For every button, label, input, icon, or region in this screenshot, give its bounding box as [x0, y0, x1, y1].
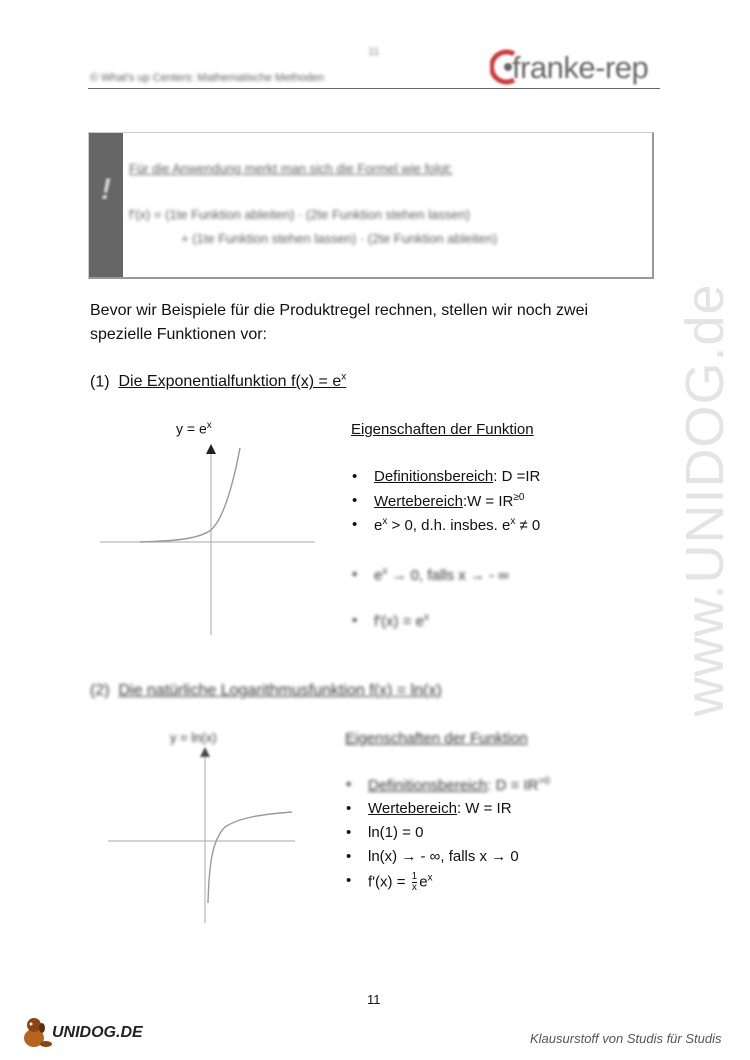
section-2-prop-3: • ln(1) = 0 [346, 824, 424, 841]
section-1-prop-1: • Definitionsbereich: D =IR [352, 468, 541, 485]
section-2-number: (2) [90, 682, 110, 699]
section-2-title: Die natürliche Logarithmusfunktion f(x) = ln(x) [118, 682, 442, 699]
header-divider [88, 88, 660, 89]
section-2-prop-1: • Definitionsbereich: $D = IR^{>0}$ [346, 776, 550, 794]
ln-graph-arrow-icon [200, 747, 210, 757]
intro-line-2: spezielle Funktionen vor: [90, 326, 267, 343]
unidog-logo-text: UNIDOG.DE [52, 1024, 143, 1041]
formula-box [88, 132, 654, 279]
section-2-heading [90, 682, 442, 700]
ln-graph-curve [208, 812, 292, 903]
ln-graph-label: y = ln(x) [170, 730, 217, 745]
section-1-number: (1) [90, 373, 110, 391]
section-1-title: Die Exponentialfunktion $f(x) = e^x$ [118, 372, 347, 391]
section-2-prop-2: • Wertebereich: W = IR [346, 800, 512, 817]
dog-icon [20, 1014, 54, 1050]
exp-graph [100, 440, 320, 640]
section-1-prop-3: • $e^x > 0$, d.h. insbes. $e^x \ne 0$ [352, 516, 541, 534]
formula-box-line-2: + (1te Funktion stehen lassen) · (2te Funktion ableiten) [181, 231, 498, 246]
ln-graph [100, 745, 300, 925]
exp-graph-arrow-icon [206, 444, 216, 454]
logo-text: franke-rep [512, 50, 649, 85]
page-number: 11 [367, 992, 381, 1007]
formula-box-line-1: f'(x) = (1te Funktion ableiten) · (2te Funktion stehen lassen) [129, 207, 471, 222]
footer-tagline: Klausurstoff von Studis für Studis [530, 1031, 722, 1046]
intro-line-1: Bevor wir Beispiele für die Produktregel rechnen, stellen wir noch zwei [90, 302, 589, 319]
unidog-logo [20, 1012, 150, 1052]
formula-box-intro: Für die Anwendung merkt man sich die Formel wie folgt: [129, 161, 453, 176]
section-2-prop-4: • ln(x) → - ∞, falls x → 0 [346, 848, 519, 865]
logo-dot-icon [504, 63, 512, 71]
section-1-prop-4: • $e^x \to 0$, falls x → - ∞ [352, 566, 509, 584]
franke-rep-logo [490, 48, 665, 86]
section-1-props-title: Eigenschaften der Funktion [351, 421, 534, 438]
section-2-props-title: Eigenschaften der Funktion [345, 730, 528, 747]
section-1-prop-5: • $f'(x) = e^x$ [352, 612, 429, 630]
exp-graph-curve [140, 448, 240, 542]
formula-box-sidebar [89, 133, 123, 277]
watermark: www.UNIDOG.de [675, 283, 735, 717]
exp-graph-label: $y = e^x$ [176, 420, 212, 437]
section-2-prop-5: • f'(x) = $\frac{1}{x}$ $e^x$ [346, 871, 433, 893]
section-1-prop-2: • Wertebereich:W = $IR^{\ge 0}$ [352, 492, 525, 510]
section-1-heading [90, 372, 346, 391]
header-title: © What's up Centers: Mathematische Methoden [90, 72, 324, 84]
exclamation-icon: ! [101, 173, 111, 206]
header-page-label: 11 [368, 46, 380, 58]
